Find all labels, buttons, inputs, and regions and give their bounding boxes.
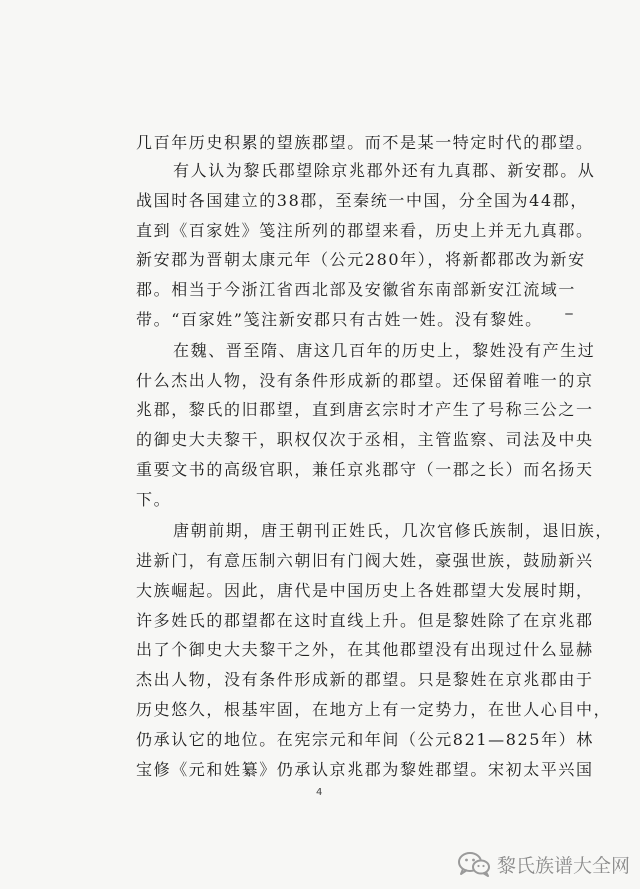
text-line: 唐朝前期，唐王朝刊正姓氏，几次官修氏族制，退旧族， [173,521,614,540]
text-line: 杰出人物，没有条件形成新的郡望。只是黎姓在京兆郡由于 [136,670,594,689]
text-line: 带。“百家姓”笺注新安郡只有古姓一姓。没有黎姓。 [136,310,543,329]
text-line: 宝修《元和姓纂》仍承认京兆郡为黎姓郡望。宋初太平兴国 [136,760,594,779]
page-number: 4 [316,787,323,798]
text-line: 有人认为黎氏郡望除京兆郡外还有九真郡、新安郡。从 [173,161,596,180]
wechat-icon [457,851,491,877]
text-line: 兆郡，黎氏的旧郡望，直到唐玄宗时才产生了号称三公之一 [136,400,594,419]
text-line: 重要文书的高级官职，兼任京兆郡守（一郡之长）而名扬天 [136,460,594,479]
text-line: 进新门，有意压制六朝旧有门阀大姓，豪强世族，鼓励新兴 [136,551,594,570]
text-line: 历史悠久，根基牢固，在地方上有一定势力，在世人心目中， [136,700,612,719]
watermark-text: 黎氏族谱大全网 [496,854,630,877]
text-line: 几百年历史积累的望族郡望。而不是某一特定时代的郡望。 [136,133,594,152]
text-line: 大族崛起。因此，唐代是中国历史上各姓郡望大发展时期， [136,581,594,600]
watermark [457,847,630,881]
text-line: 仍承认它的地位。在宪宗元和年间（公元821—825年）林 [136,730,594,749]
text-line: 下。 [136,490,172,509]
text-line: 什么杰出人物，没有条件形成新的郡望。还保留着唯一的京 [136,371,594,390]
text-line: 郡。相当于今浙江省西北部及安徽省东南部新安江流域一 [136,280,577,299]
scan-mark [565,313,573,315]
text-line: 战国时各国建立的38郡，至秦统一中国，分全国为44郡， [136,191,588,210]
text-line: 新安郡为晋朝太康元年（公元280年），将新都郡改为新安 [136,250,586,269]
text-line: 出了个御史大夫黎干之外，在其他郡望没有出现过什么显赫 [136,640,594,659]
text-line: 直到《百家姓》笺注所列的郡望来看，历史上并无九真郡。 [136,221,594,240]
text-line: 许多姓氏的郡望都在这时直线上升。但是黎姓除了在京兆郡 [136,611,594,630]
text-line: 在魏、晋至隋、唐这几百年的历史上，黎姓没有产生过 [173,341,596,360]
text-line: 的御史大夫黎干，职权仅次于丞相，主管监察、司法及中央 [136,430,594,449]
